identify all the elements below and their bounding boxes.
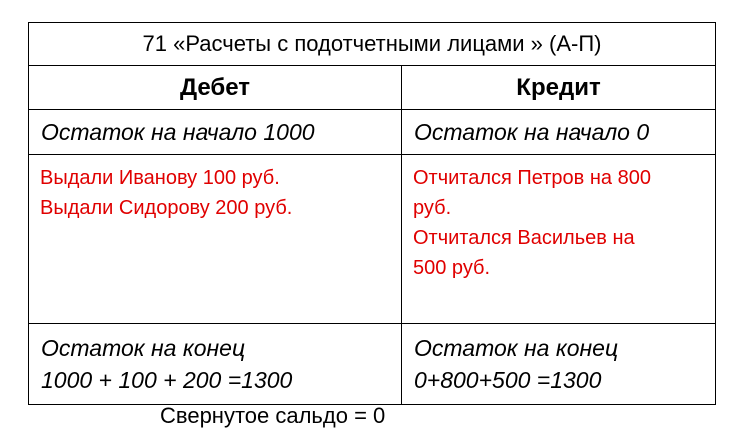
credit-closing-balance (402, 324, 716, 405)
title-row (29, 23, 716, 66)
credit-closing-calc: 0+800+500 =1300 (414, 367, 602, 393)
debit-closing-label: Остаток на конец (41, 335, 246, 361)
account-title: 71 «Расчеты с подотчетными лицами » (А-П) (29, 23, 716, 66)
credit-entry-line: 500 руб. (413, 257, 491, 279)
credit-entries (402, 155, 716, 324)
debit-entry: Выдали Иванову 100 руб. (40, 167, 280, 189)
debit-header: Дебет (29, 66, 402, 110)
opening-balance-row (29, 110, 716, 155)
credit-closing-label: Остаток на конец (414, 335, 619, 361)
credit-entry-line: Отчитался Васильев на (413, 227, 635, 249)
entries-row (29, 155, 716, 324)
net-balance-note: Свернутое сальдо = 0 (160, 403, 386, 428)
account-t-table (28, 22, 716, 405)
header-row (29, 66, 716, 110)
debit-opening-balance: Остаток на начало 1000 (29, 110, 402, 155)
debit-entries (29, 155, 402, 324)
credit-header: Кредит (402, 66, 716, 110)
closing-balance-row (29, 324, 716, 405)
credit-opening-balance: Остаток на начало 0 (402, 110, 716, 155)
credit-entry-line: руб. (413, 197, 452, 219)
debit-entry: Выдали Сидорову 200 руб. (40, 197, 293, 219)
credit-entry-line: Отчитался Петров на 800 (413, 167, 651, 189)
debit-closing-calc: 1000 + 100 + 200 =1300 (41, 367, 293, 393)
debit-closing-balance (29, 324, 402, 405)
